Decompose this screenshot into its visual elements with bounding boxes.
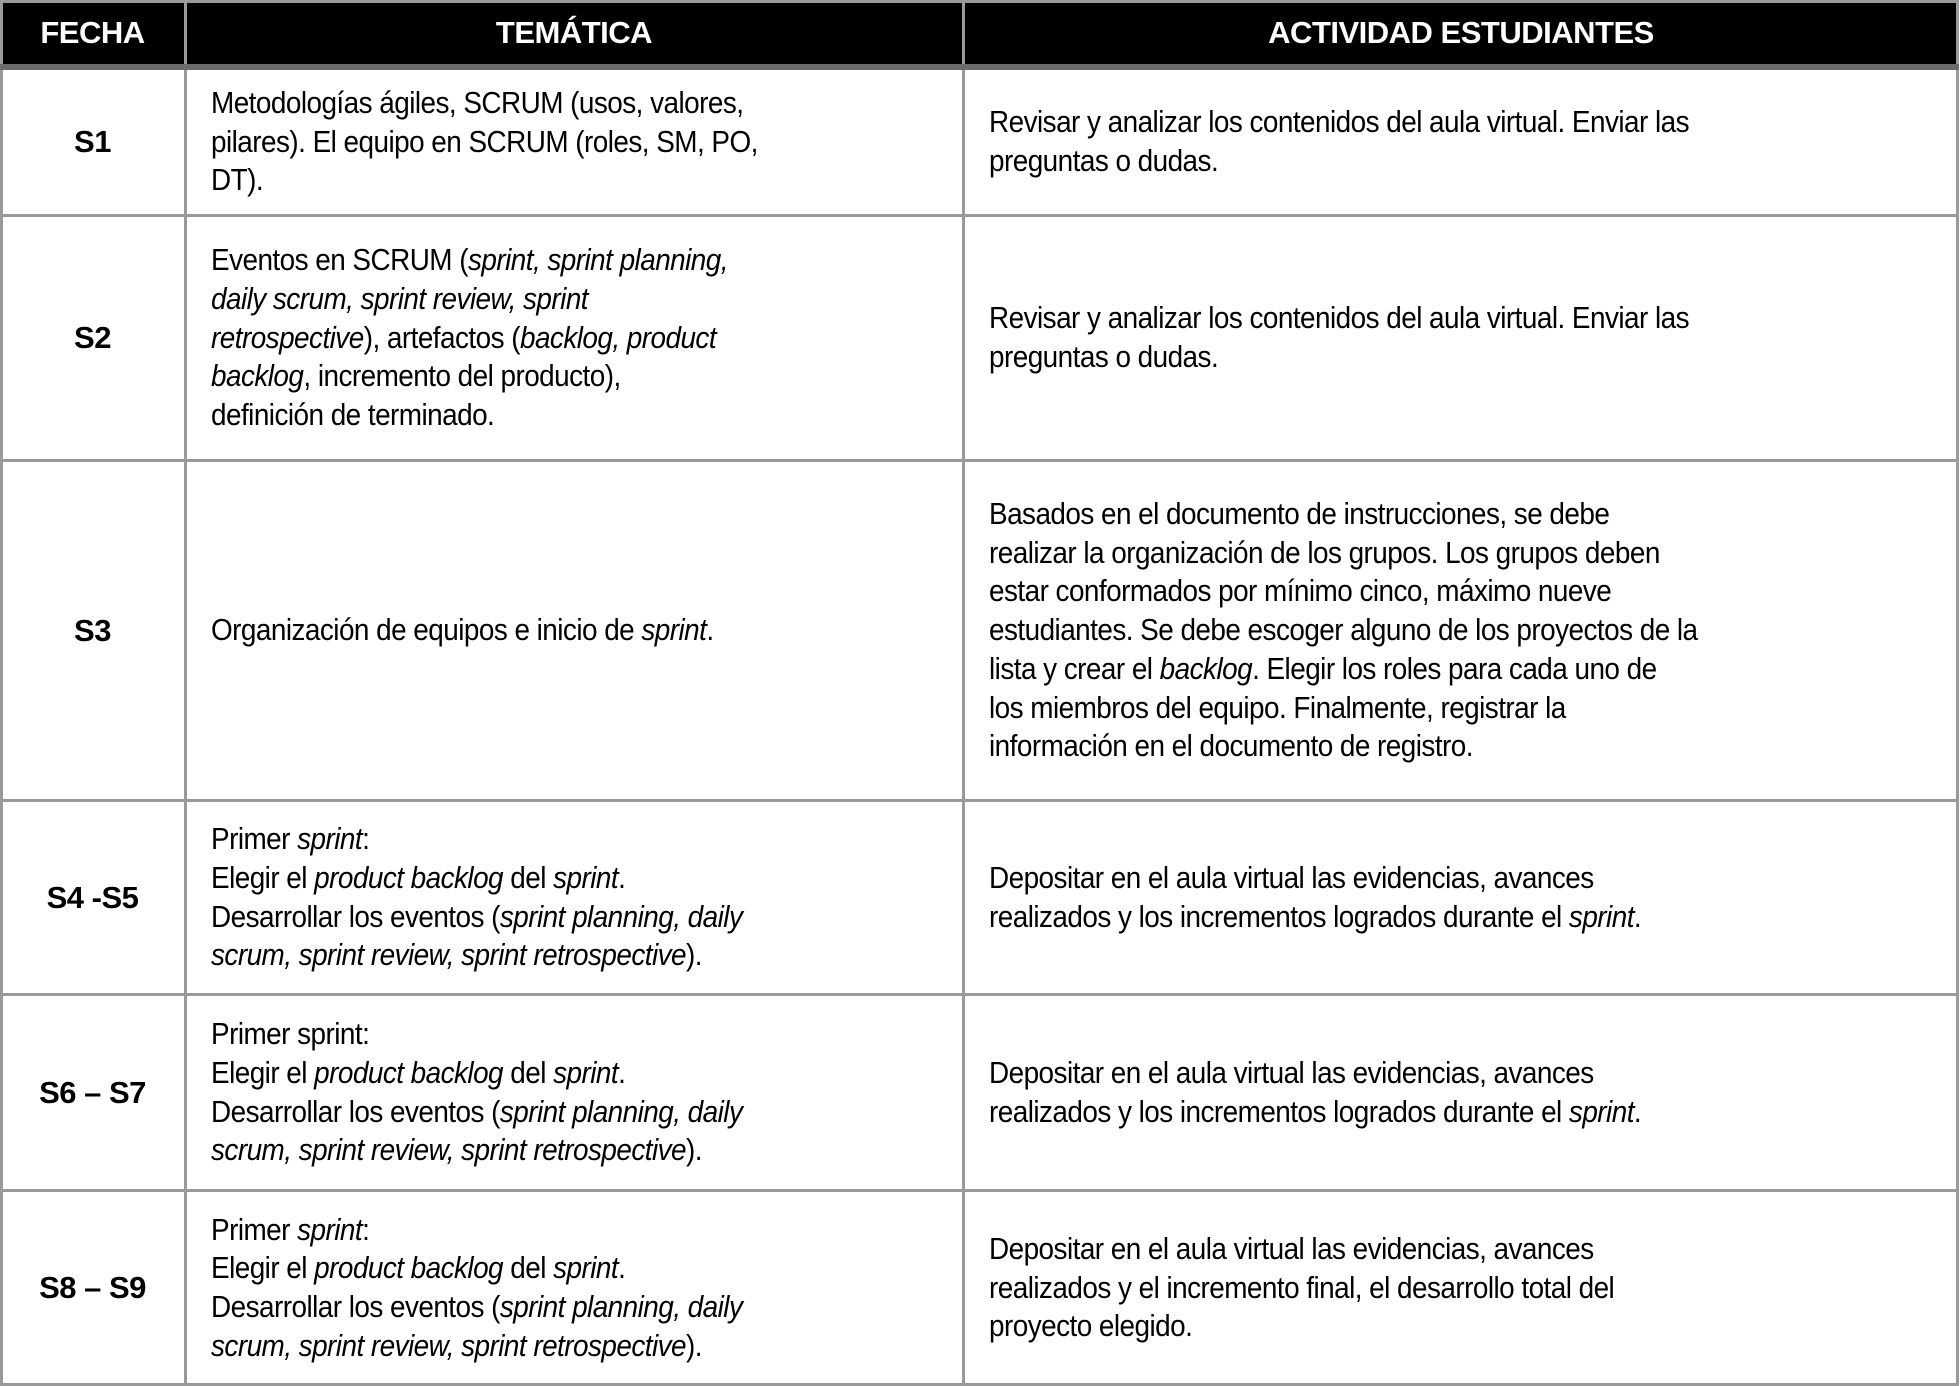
text-line: [211, 1288, 742, 1327]
text-run: ).: [686, 1132, 703, 1168]
text-line: [989, 534, 1698, 573]
text-line: [989, 299, 1689, 338]
header-divider: [0, 64, 1959, 70]
text-line: [989, 650, 1698, 689]
text-line: [211, 1131, 742, 1170]
row-divider: [0, 459, 1959, 462]
text-line: [989, 1269, 1614, 1308]
text-run: definición de terminado.: [211, 397, 495, 433]
text-run: Primer: [211, 1211, 298, 1247]
text-line: [211, 123, 758, 162]
text-run: del: [503, 1250, 554, 1286]
table-row: [0, 1192, 1959, 1384]
text-run: Elegir el: [211, 859, 315, 895]
column-divider: [184, 0, 187, 1386]
text-line: [211, 1327, 742, 1366]
italic-run: product backlog: [314, 1054, 504, 1090]
text-line: [989, 572, 1698, 611]
header-fecha-label: FECHA: [40, 15, 145, 50]
text-run: preguntas o dudas.: [989, 339, 1219, 374]
text-line: [211, 161, 758, 200]
text-line: [211, 396, 728, 435]
text-line: [989, 727, 1698, 766]
text-run: preguntas o dudas.: [989, 143, 1219, 178]
cell-fecha: [0, 802, 185, 993]
header-tematica-label: TEMÁTICA: [495, 15, 653, 50]
header-tematica: [185, 2, 963, 64]
text-line: [989, 142, 1689, 181]
tematica-text: [185, 241, 785, 435]
text-run: . Elegir los roles para cada uno de: [1252, 650, 1657, 686]
italic-run: sprint, sprint planning,: [467, 242, 728, 278]
row-divider: [0, 1189, 1959, 1192]
italic-run: scrum, sprint review, sprint retrospective: [211, 1132, 687, 1168]
text-run: lista y crear el: [989, 650, 1160, 686]
cell-tematica: [185, 1192, 963, 1384]
cell-actividad: [963, 1192, 1959, 1384]
fecha-value: S8 – S9: [39, 1270, 146, 1305]
text-run: Eventos en SCRUM (: [211, 242, 468, 278]
text-line: [989, 1054, 1641, 1093]
text-run: Primer: [211, 821, 298, 857]
italic-run: sprint planning, daily: [499, 1093, 743, 1129]
text-run: del: [503, 859, 554, 895]
text-run: , incremento del producto),: [303, 358, 621, 394]
fecha-value: S4 -S5: [46, 879, 139, 915]
actividad-text: [963, 103, 1767, 180]
text-run: estudiantes. Se debe escoger alguno de los proyectos de la: [989, 612, 1698, 648]
header-fecha: [0, 2, 185, 64]
italic-run: sprint: [553, 859, 619, 895]
text-run: :: [362, 1211, 370, 1247]
text-run: Desarrollar los eventos (: [211, 1093, 500, 1129]
table-row: [0, 462, 1959, 799]
cell-tematica: [185, 462, 963, 799]
text-run: estar conformados por mínimo cinco, máximo nueve: [989, 573, 1612, 609]
table-row: [0, 217, 1959, 459]
italic-run: sprint: [1568, 898, 1634, 934]
text-line: [211, 1211, 742, 1250]
italic-run: scrum, sprint review, sprint retrospective: [211, 937, 687, 973]
italic-run: sprint: [553, 1054, 619, 1090]
italic-run: sprint: [297, 821, 363, 857]
text-line: [211, 280, 728, 319]
text-run: ), artefactos (: [363, 319, 520, 355]
text-line: [211, 357, 728, 396]
text-run: Elegir el: [211, 1250, 315, 1286]
text-run: realizar la organización de los grupos. Los grupos deben: [989, 534, 1660, 570]
italic-run: product backlog: [314, 859, 504, 895]
text-run: realizados y el incremento final, el desarrollo total del: [989, 1269, 1615, 1305]
tematica-text: [185, 1015, 801, 1170]
header-actividad: [963, 2, 1959, 64]
fecha-value: S6 – S7: [39, 1074, 146, 1110]
italic-run: product backlog: [314, 1250, 504, 1286]
text-run: DT).: [211, 162, 264, 198]
cell-fecha: [0, 462, 185, 799]
text-run: del: [503, 1054, 554, 1090]
italic-run: backlog: [1159, 650, 1253, 686]
text-run: Revisar y analizar los contenidos del aula virtual. Enviar las: [989, 104, 1690, 140]
text-run: Depositar en el aula virtual las evidencias, avances: [989, 1230, 1594, 1266]
cell-fecha: [0, 996, 185, 1189]
text-run: .: [618, 859, 626, 895]
italic-run: retrospective: [211, 319, 364, 355]
text-line: [989, 103, 1689, 142]
cell-actividad: [963, 217, 1959, 459]
text-run: Organización de equipos e inicio de: [211, 612, 642, 648]
row-divider: [0, 214, 1959, 217]
actividad-text: [963, 1230, 1684, 1346]
table-header-row: [0, 2, 1959, 64]
header-actividad-label: ACTIVIDAD ESTUDIANTES: [1268, 15, 1654, 50]
text-run: proyecto elegido.: [989, 1308, 1193, 1344]
row-divider: [0, 993, 1959, 996]
text-run: .: [706, 612, 714, 648]
fecha-value: S2: [74, 320, 111, 355]
italic-run: backlog: [211, 358, 304, 394]
table-border-top: [0, 0, 1959, 3]
tematica-text: [185, 820, 801, 975]
text-run: Primer sprint:: [211, 1016, 370, 1052]
text-line: [211, 241, 728, 280]
table-border-left: [0, 0, 3, 1386]
table-row: [0, 996, 1959, 1189]
text-line: [211, 859, 742, 898]
text-run: ).: [686, 937, 703, 973]
table-row: [0, 802, 1959, 993]
text-run: realizados y los incrementos logrados durante el: [989, 1093, 1569, 1129]
text-line: [211, 1015, 742, 1054]
cell-actividad: [963, 462, 1959, 799]
tematica-text: [185, 611, 769, 650]
italic-run: sprint: [553, 1250, 619, 1286]
text-run: .: [1633, 898, 1642, 934]
text-run: Elegir el: [211, 1054, 315, 1090]
text-run: ).: [686, 1327, 703, 1363]
text-run: .: [618, 1054, 626, 1090]
cell-tematica: [185, 217, 963, 459]
text-line: [211, 1054, 742, 1093]
italic-run: daily scrum, sprint review, sprint: [211, 280, 589, 316]
text-run: realizados y los incrementos logrados durante el: [989, 898, 1569, 934]
cell-fecha: [0, 70, 185, 214]
actividad-text: [963, 1054, 1714, 1131]
text-run: los miembros del equipo. Finalmente, registrar la: [989, 689, 1566, 725]
tematica-text: [185, 1211, 801, 1366]
text-line: [211, 898, 742, 937]
text-line: [989, 689, 1698, 728]
fecha-value: S1: [74, 124, 111, 159]
text-line: [211, 1093, 742, 1132]
text-run: Revisar y analizar los contenidos del aula virtual. Enviar las: [989, 300, 1690, 336]
text-run: Desarrollar los eventos (: [211, 1289, 500, 1324]
text-line: [211, 1249, 742, 1288]
text-run: Basados en el documento de instrucciones, se debe: [989, 496, 1610, 532]
text-line: [989, 495, 1698, 534]
text-line: [211, 820, 742, 859]
text-run: información en el documento de registro.: [989, 728, 1473, 764]
italic-run: sprint planning, daily: [499, 1289, 743, 1324]
italic-run: sprint: [641, 612, 707, 648]
italic-run: backlog, product: [519, 319, 717, 355]
actividad-text: [963, 299, 1767, 376]
table-border-right: [1956, 0, 1959, 1386]
text-line: [989, 338, 1689, 377]
row-divider: [0, 799, 1959, 802]
text-line: [211, 611, 714, 650]
fecha-value: S3: [74, 612, 111, 648]
italic-run: sprint: [297, 1211, 363, 1247]
text-line: [211, 319, 728, 358]
cell-actividad: [963, 996, 1959, 1189]
cell-fecha: [0, 1192, 185, 1384]
text-line: [989, 898, 1641, 937]
cell-actividad: [963, 70, 1959, 214]
text-run: .: [1633, 1093, 1642, 1129]
italic-run: scrum, sprint review, sprint retrospective: [211, 1327, 687, 1363]
actividad-text: [963, 859, 1714, 936]
text-line: [989, 611, 1698, 650]
text-run: .: [618, 1250, 626, 1286]
text-line: [989, 1307, 1614, 1346]
italic-run: sprint: [1568, 1093, 1634, 1129]
table-row: [0, 70, 1959, 214]
text-run: Desarrollar los eventos (: [211, 898, 500, 934]
text-line: [989, 859, 1641, 898]
cell-actividad: [963, 802, 1959, 993]
tematica-text: [185, 84, 819, 200]
cell-tematica: [185, 70, 963, 214]
text-line: [211, 84, 758, 123]
text-run: pilares). El equipo en SCRUM (roles, SM, PO,: [211, 123, 758, 159]
text-run: Depositar en el aula virtual las evidencias, avances: [989, 1054, 1594, 1090]
cell-fecha: [0, 217, 185, 459]
text-run: Depositar en el aula virtual las evidencias, avances: [989, 859, 1594, 895]
text-run: Metodologías ágiles, SCRUM (usos, valores,: [211, 84, 744, 120]
text-line: [989, 1230, 1614, 1269]
cell-tematica: [185, 802, 963, 993]
cell-tematica: [185, 996, 963, 1189]
text-line: [211, 936, 742, 975]
column-divider: [962, 0, 965, 1386]
text-line: [989, 1093, 1641, 1132]
italic-run: sprint planning, daily: [499, 898, 743, 934]
text-run: :: [362, 821, 370, 857]
actividad-text: [963, 495, 1776, 766]
